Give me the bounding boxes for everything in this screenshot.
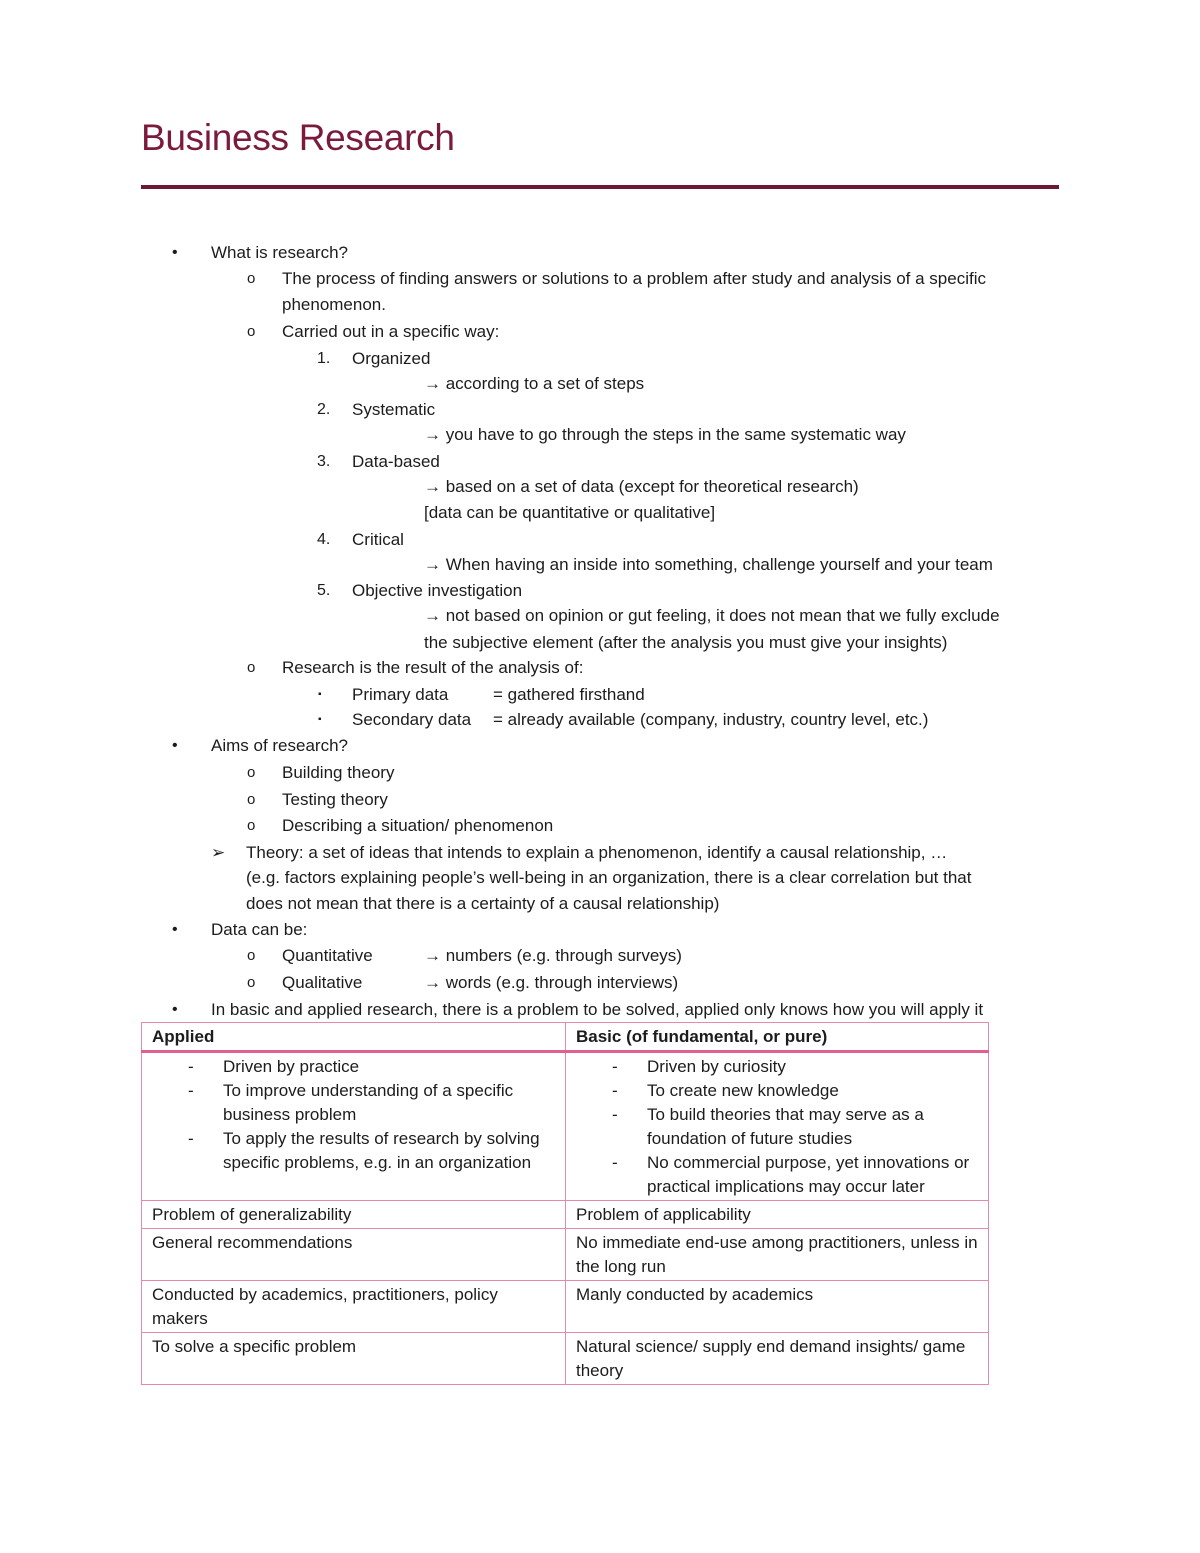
numbered-item-objective: Objective investigation	[352, 581, 523, 600]
qualitative-note: → words (e.g. through interviews)	[424, 973, 679, 992]
number-marker: 3.	[317, 453, 331, 470]
header-applied: Applied	[142, 1023, 566, 1052]
numbered-item-critical: Critical	[352, 530, 404, 549]
arrow-note-systematic: → you have to go through the steps in the same systematic way	[424, 425, 906, 444]
header-basic: Basic (of fundamental, or pure)	[566, 1023, 989, 1052]
arrow-note-organized: → according to a set of steps	[424, 374, 645, 393]
bullet-basic-applied: In basic and applied research, there is a problem to be solved, applied only knows how you will apply it	[211, 1000, 984, 1019]
table-cell: Conducted by academics, practitioners, policy makers	[142, 1281, 566, 1333]
number-marker: 4.	[317, 531, 331, 548]
bullet-icon: •	[172, 921, 178, 938]
table-row-characteristics	[142, 1052, 989, 1201]
secondary-data-definition: = already available (company, industry, country level, etc.)	[493, 710, 929, 729]
list-item: - To create new knowledge	[576, 1079, 978, 1103]
bullet-icon: o	[247, 659, 256, 676]
numbered-item-systematic: Systematic	[352, 400, 436, 419]
quantitative-note: → numbers (e.g. through surveys)	[424, 946, 682, 965]
dash-marker: -	[612, 1153, 618, 1172]
number-marker: 1.	[317, 350, 331, 367]
sub-item-describing: Describing a situation/ phenomenon	[282, 816, 554, 835]
dash-marker: -	[612, 1057, 618, 1076]
numbered-item-data-based: Data-based	[352, 452, 440, 471]
applied-characteristics-list	[152, 1055, 555, 1175]
sub-item-definition-cont: phenomenon.	[282, 295, 386, 314]
bullet-aims-of-research: Aims of research?	[211, 736, 348, 755]
list-item: - No commercial purpose, yet innovations or practical implications may occur later	[612, 1153, 970, 1196]
bullet-icon: o	[247, 791, 256, 808]
comparison-table	[141, 1022, 989, 1385]
bullet-icon: o	[247, 323, 256, 340]
table-cell: To solve a specific problem	[142, 1333, 566, 1385]
number-marker: 2.	[317, 401, 331, 418]
arrow-item-theory: Theory: a set of ideas that intends to explain a phenomenon, identify a causal relationship, …	[246, 843, 948, 862]
dash-marker: -	[612, 1081, 618, 1100]
theory-example: (e.g. factors explaining people’s well-being in an organization, there is a clear correlation but that	[246, 868, 972, 887]
list-item: - To improve understanding of a specific business problem	[188, 1081, 514, 1124]
sub-item-testing-theory: Testing theory	[282, 790, 388, 809]
table-cell: Problem of generalizability	[142, 1201, 566, 1229]
basic-characteristics-cell	[566, 1052, 989, 1201]
dash-marker: -	[612, 1105, 618, 1124]
bullet-icon: ▪	[318, 714, 322, 725]
note-data-types: [data can be quantitative or qualitative]	[424, 503, 716, 522]
arrow-note-critical: → When having an inside into something, challenge yourself and your team	[424, 555, 993, 574]
table-cell: Problem of applicability	[566, 1201, 989, 1229]
bullet-icon: o	[247, 947, 256, 964]
table-cell: General recommendations	[142, 1229, 566, 1281]
bullet-icon: o	[247, 817, 256, 834]
primary-data-definition: = gathered firsthand	[493, 685, 645, 704]
page-title: Business Research	[141, 117, 455, 158]
bullet-data-can-be: Data can be:	[211, 920, 308, 939]
numbered-item-organized: Organized	[352, 349, 431, 368]
dash-marker: -	[188, 1081, 194, 1100]
arrow-note-objective: → not based on opinion or gut feeling, it does not mean that we fully exclude	[424, 606, 1000, 625]
list-item: - To apply the results of research by solving specific problems, e.g. in an organization	[188, 1129, 540, 1172]
sub-item-building-theory: Building theory	[282, 763, 395, 782]
square-item-secondary-data: Secondary data	[352, 710, 472, 729]
sub-item-qualitative: Qualitative	[282, 973, 363, 992]
dash-marker: -	[188, 1129, 194, 1148]
table-row	[142, 1229, 989, 1281]
bullet-icon: o	[247, 270, 256, 287]
sub-item-definition: The process of finding answers or solutions to a problem after study and analysis of a specific	[282, 269, 986, 288]
bullet-icon: •	[172, 737, 178, 754]
bullet-icon: ▪	[318, 689, 322, 700]
bullet-what-is-research: What is research?	[211, 243, 348, 262]
theory-example-cont: does not mean that there is a certainty of a causal relationship)	[246, 894, 720, 913]
sub-item-result-of-analysis: Research is the result of the analysis of:	[282, 658, 584, 677]
table-header-row	[142, 1023, 989, 1052]
arrow-note-data-based: → based on a set of data (except for theoretical research)	[424, 477, 859, 496]
table-row	[142, 1281, 989, 1333]
basic-characteristics-list	[576, 1055, 978, 1199]
table-row	[142, 1201, 989, 1229]
applied-characteristics-cell	[142, 1052, 566, 1201]
list-item: - Driven by practice	[152, 1055, 555, 1079]
sub-item-quantitative: Quantitative	[282, 946, 373, 965]
bullet-icon: •	[172, 244, 178, 261]
table-cell: Manly conducted by academics	[566, 1281, 989, 1333]
table-cell: Natural science/ supply end demand insights/ game theory	[566, 1333, 989, 1385]
dash-marker: -	[188, 1057, 194, 1076]
arrow-bullet-icon: ➢	[211, 843, 226, 862]
bullet-icon: o	[247, 974, 256, 991]
bullet-icon: •	[172, 1001, 178, 1018]
arrow-note-objective-cont: the subjective element (after the analysis you must give your insights)	[424, 633, 948, 652]
list-item: - Driven by curiosity	[576, 1055, 978, 1079]
number-marker: 5.	[317, 582, 331, 599]
table-cell: No immediate end-use among practitioners, unless in the long run	[566, 1229, 989, 1281]
square-item-primary-data: Primary data	[352, 685, 449, 704]
bullet-icon: o	[247, 764, 256, 781]
table-row	[142, 1333, 989, 1385]
sub-item-carried-out: Carried out in a specific way:	[282, 322, 500, 341]
list-item: - To build theories that may serve as a foundation of future studies	[612, 1105, 924, 1148]
title-underline	[141, 185, 1059, 189]
